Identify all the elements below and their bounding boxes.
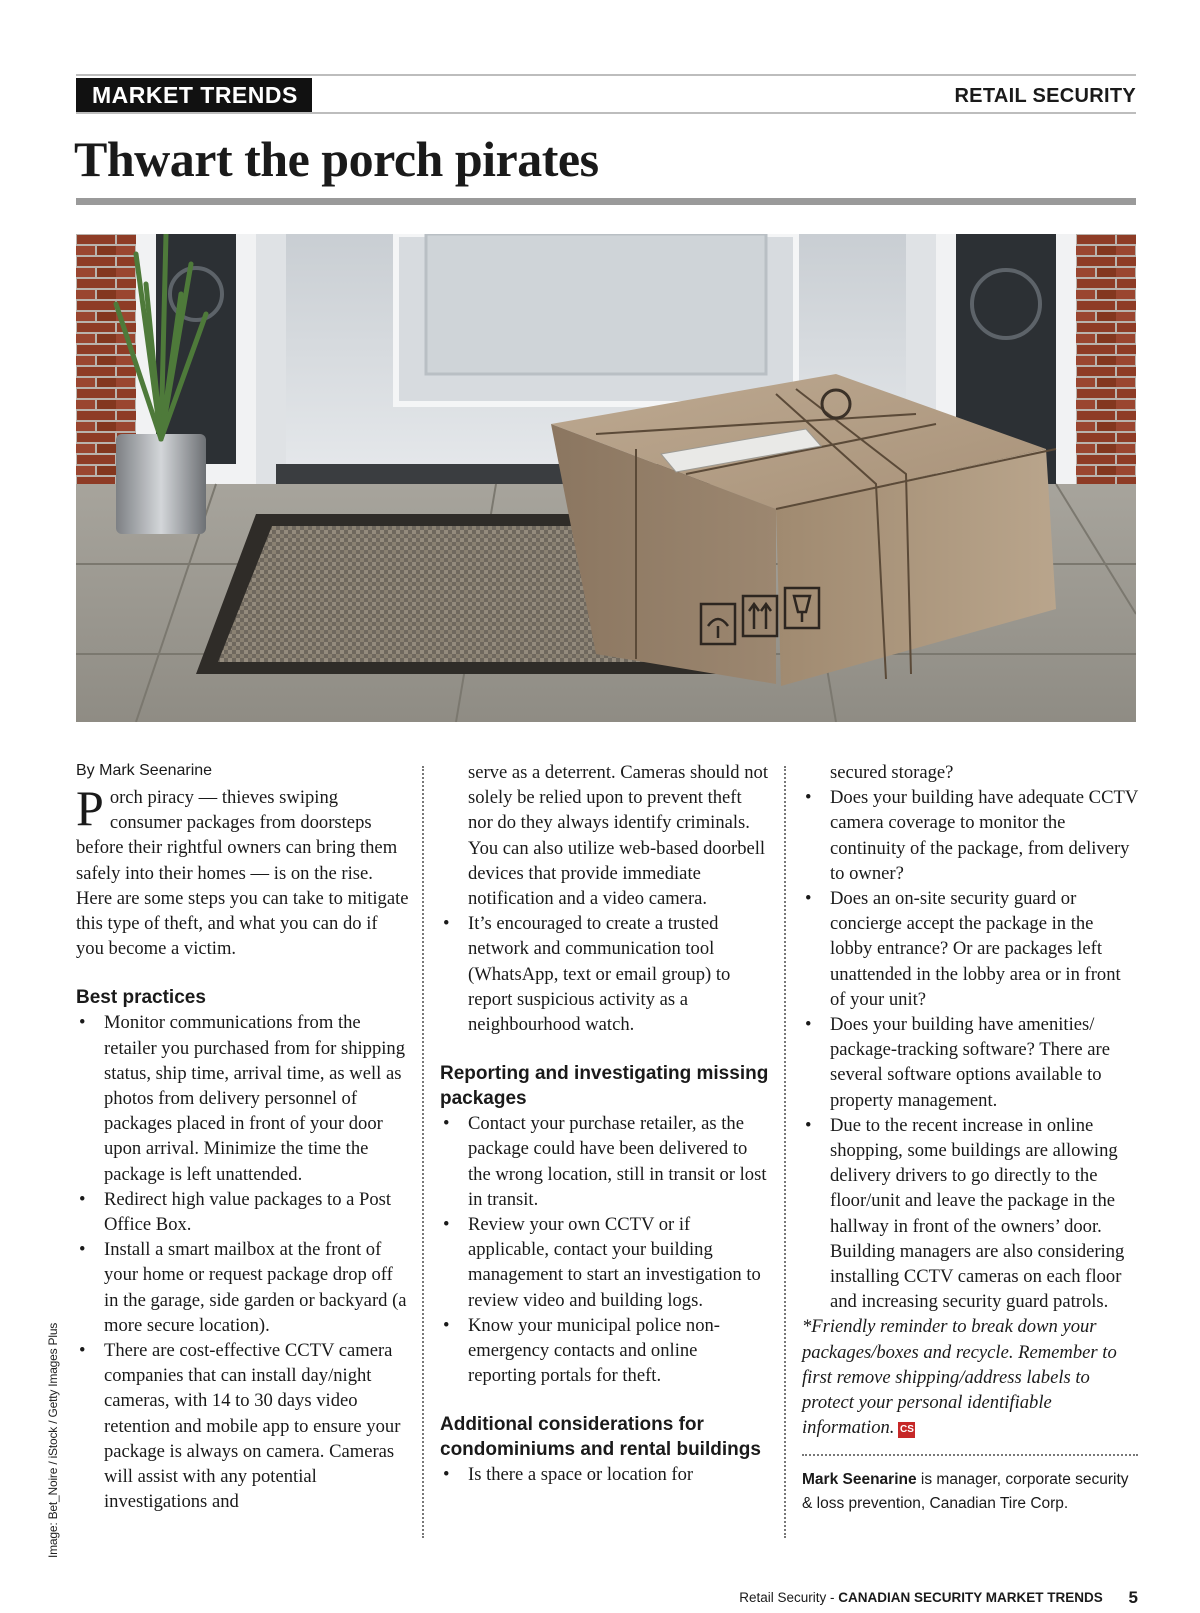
best-practices-list-cont [440,911,770,1037]
article-title: Thwart the porch pirates [74,131,599,187]
drop-cap: P [76,780,104,836]
header-top-rule [76,74,1136,76]
byline-prefix: By [76,762,95,779]
page-number: 5 [1128,1588,1138,1607]
list-item: • There are cost-effective CCTV camera companies that can install day/night cameras, with 14 to 30 days video retention and mobile app to ensure your package is always on camera. Cameras will assist with any potential investigations and [76,1338,410,1514]
list-item: • Due to the recent increase in online shopping, some buildings are allowing delivery drivers to go directly to the floor/unit and leave the package in the hallway in front of the owners’ door. Building managers are also considering installing CCTV cameras on each floor and increasing security guard patrols. [802,1113,1138,1315]
list-item: • Know your municipal police non-emergency contacts and online reporting portals for theft. [440,1313,770,1389]
intro-text: orch piracy — thieves swiping consumer packages from doorsteps before their rightful owners can bring them safely into their homes — is on the rise. Here are some steps you can take to mitigate this type of theft, and what you can do if you become a victim. [76,787,409,960]
header-bottom-rule [76,112,1136,114]
list-item-continuation: serve as a deterrent. Cameras should not solely be relied upon to prevent theft nor do they always identify criminals. You can also utilize web-based doorbell devices that provide immediate notification and a video camera. [468,762,768,910]
list-item: • It’s encouraged to create a trusted network and communication tool (WhatsApp, text or email group) to report suspicious activity as a neighbourhood watch. [440,911,770,1037]
column-divider [784,766,786,1538]
footer-section: Retail Security - [739,1590,835,1605]
list-item: • Is there a space or location for [440,1462,770,1487]
end-mark-icon: CS [898,1422,915,1438]
list-item: • Review your own CCTV or if applicable, contact your building management to start an investigation to review video and building logs. [440,1212,770,1313]
section-heading-best-practices: Best practices [76,987,206,1009]
byline [76,760,410,782]
section-heading-additional: Additional considerations for condominiums and rental buildings [440,1414,761,1461]
section-tag: MARKET TRENDS [76,78,312,112]
list-item: • Contact your purchase retailer, as the package could have been delivered to the wrong location, still in transit or lost in transit. [440,1111,770,1212]
title-rule [76,198,1136,205]
byline-author: Mark Seenarine [99,762,213,779]
list-item: • Does your building have adequate CCTV camera coverage to monitor the continuity of the package, from delivery to owner? [802,785,1138,886]
bio-divider [802,1454,1138,1456]
intro-paragraph [76,780,410,961]
closing-note-text: *Friendly reminder to break down your packages/boxes and recycle. Remember to first remove shipping/address labels to protect your personal identifiable information. [802,1316,1117,1439]
best-practices-list [76,1010,410,1514]
list-item: • Monitor communications from the retailer you purchased from for shipping status, ship time, arrival time, as well as photos from delivery personnel of packages placed in front of your door upon arrival. Minimize the time the package is left unattended. [76,1010,410,1186]
list-item: • Install a smart mailbox at the front of your home or request package drop off in the garage, side garden or backyard (a more secure location). [76,1237,410,1338]
bio-name: Mark Seenarine [802,1471,917,1489]
column-divider [422,766,424,1538]
article-photo [76,234,1136,722]
closing-note [802,1314,1138,1440]
reporting-list [440,1111,770,1388]
author-bio [802,1468,1138,1516]
page-footer [739,1588,1138,1608]
article-column-3 [802,760,1138,1516]
list-item: • Does an on-site security guard or concierge accept the package in the lobby entrance? Or are packages left unattended in the lobby area or in front of your unit? [802,886,1138,1012]
footer-publication: CANADIAN SECURITY MARKET TRENDS [838,1590,1103,1605]
list-item-continuation: secured storage? [830,762,954,783]
category-label: RETAIL SECURITY [954,85,1136,107]
article-column-1 [76,760,410,1514]
additional-list [440,1462,770,1487]
article-column-2 [440,760,770,1488]
bio-text: is manager, corporate security & loss prevention, Canadian Tire Corp. [802,1471,1129,1513]
list-item: • Does your building have amenities/ package-tracking software? There are several software options available to property management. [802,1012,1138,1113]
additional-list-cont [802,785,1138,1314]
image-credit: Image: Bet_Noire / iStock / Getty Images Plus [46,1322,60,1558]
list-item: • Redirect high value packages to a Post Office Box. [76,1187,410,1237]
section-heading-reporting: Reporting and investigating missing packages [440,1063,769,1110]
